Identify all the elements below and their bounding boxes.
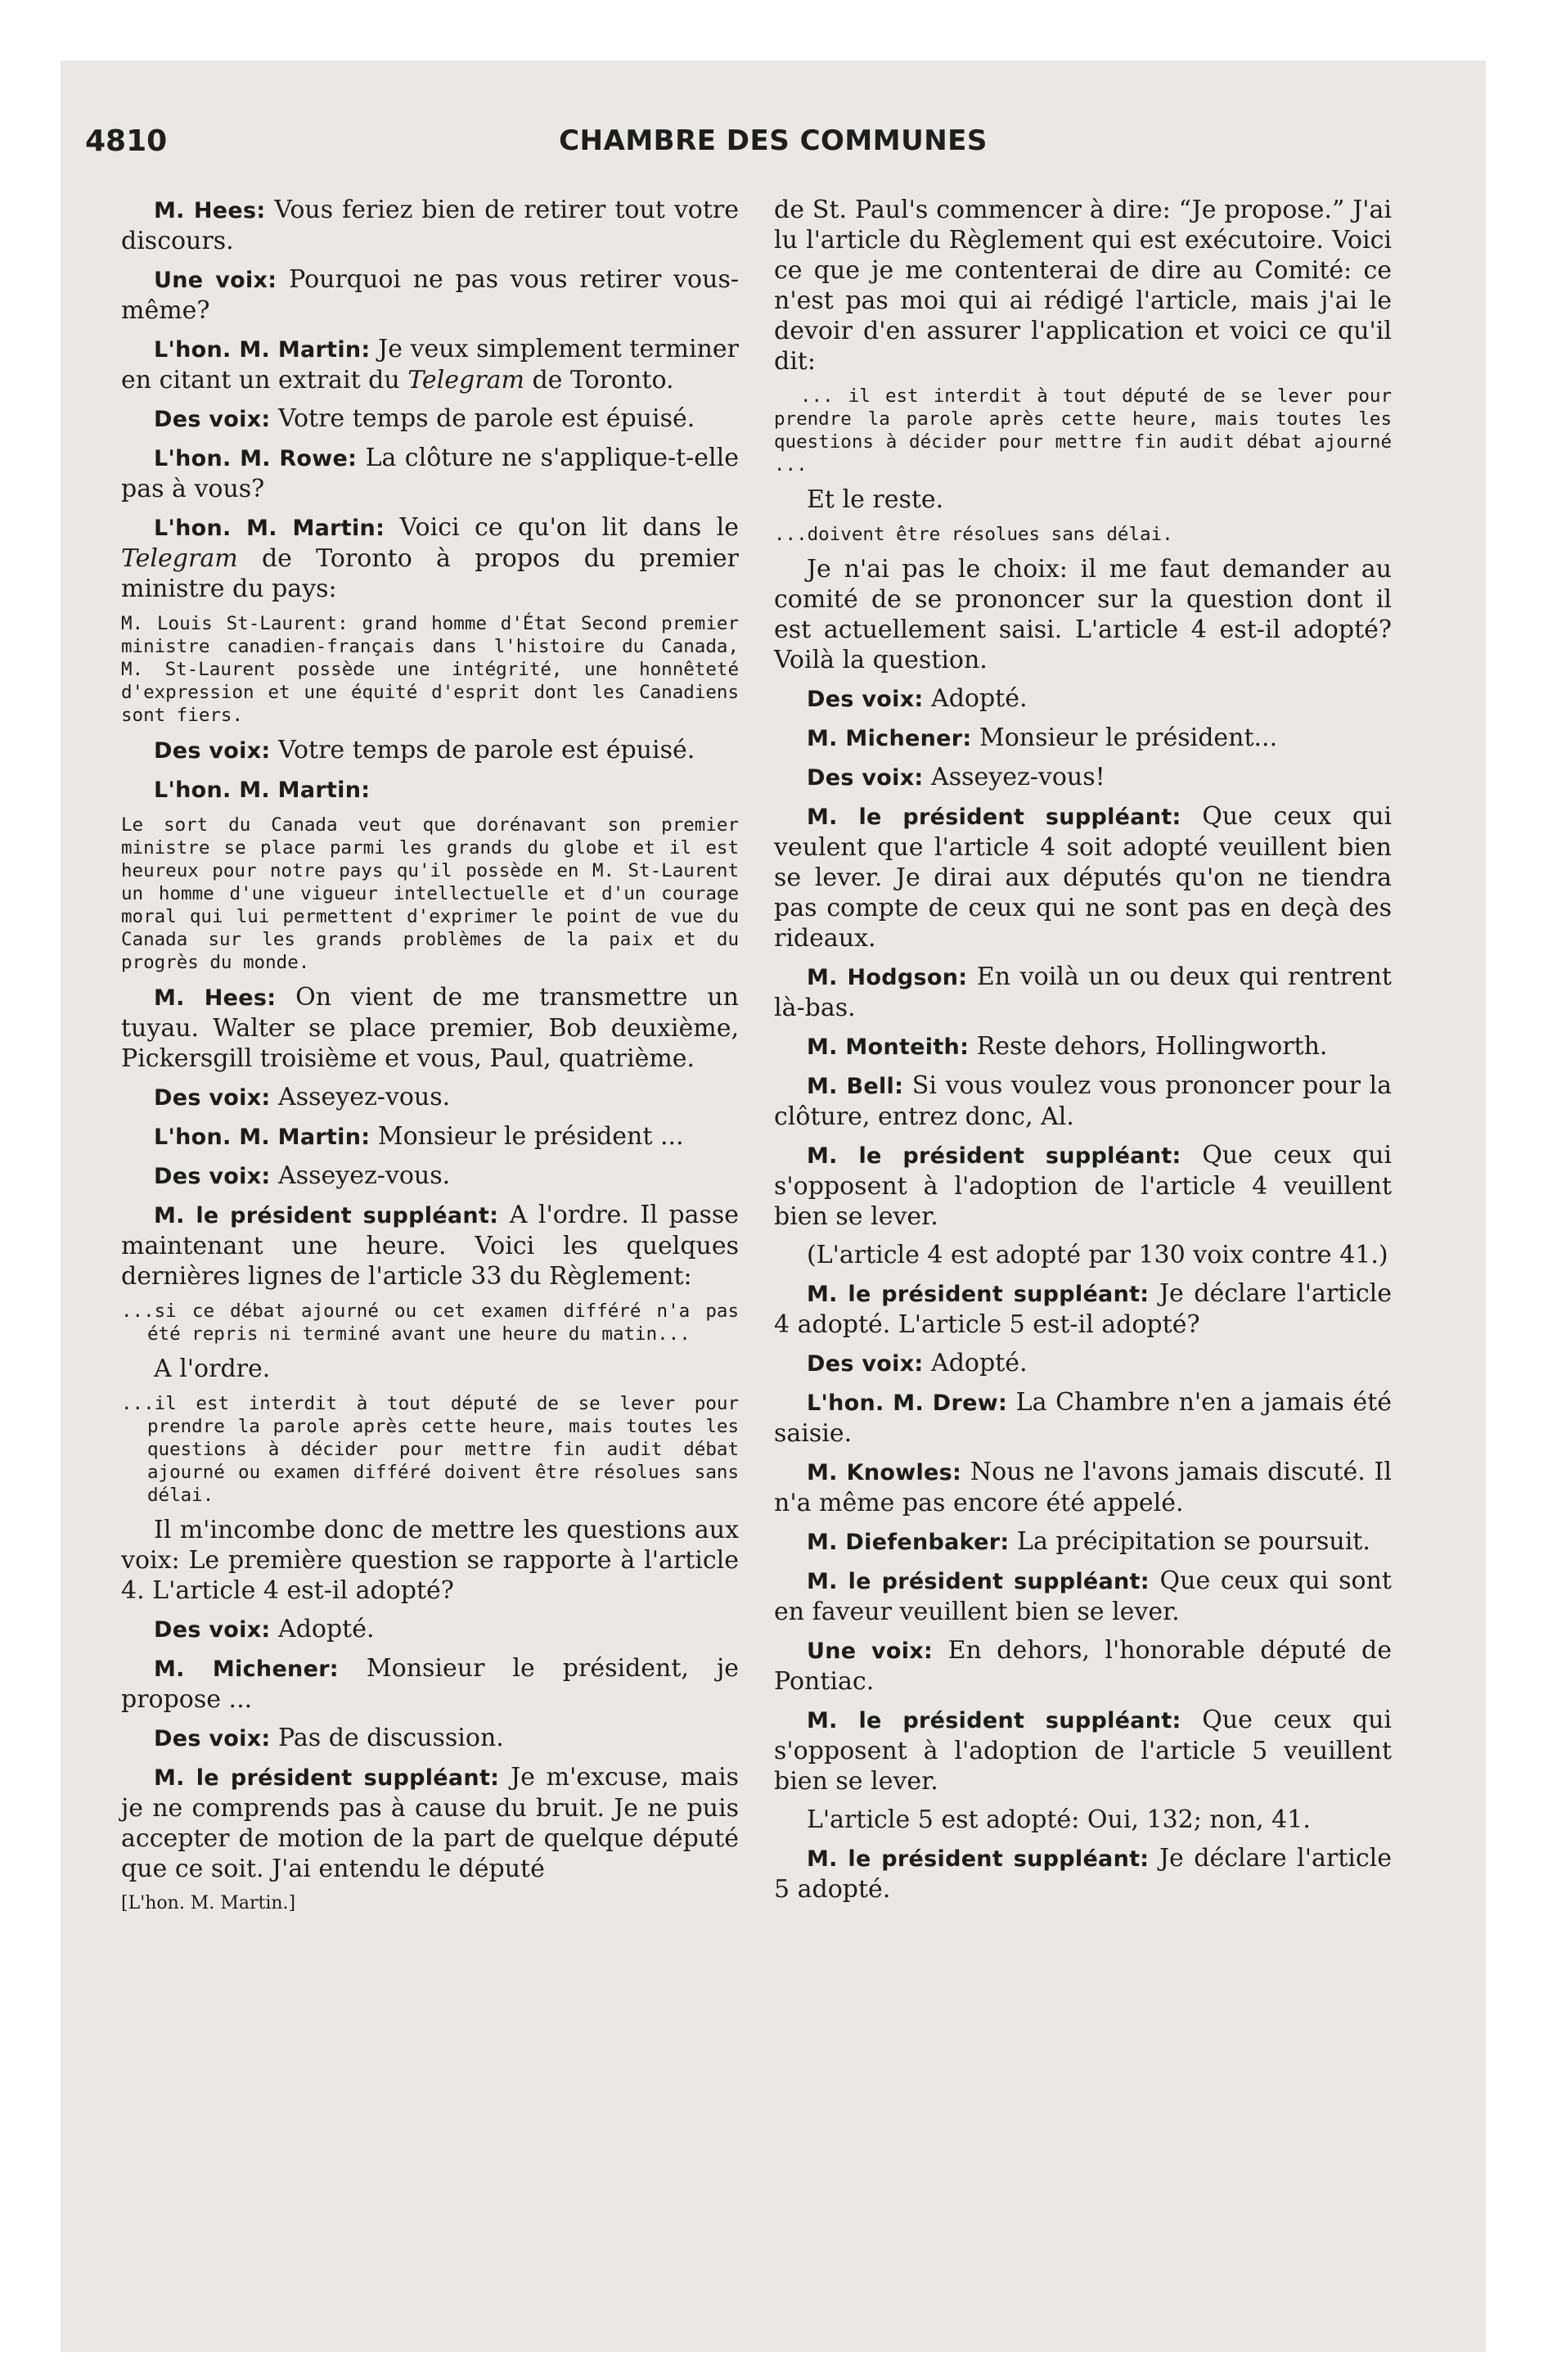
speech-text: Pourquoi ne pas vous retirer vous-même? xyxy=(121,265,739,325)
speaker-name: M. Michener: xyxy=(154,1657,339,1682)
speech-text: Je déclare l'article 5 adopté. xyxy=(774,1844,1392,1904)
quoted-extract: ...il est interdit à tout député de se lever pour prendre la parole après cette heure, mais toutes les questions à décider pour mettre fin audit débat ajourné ou examen différé doivent être résolues sans délai. xyxy=(121,1393,739,1506)
speech-text: Adopté. xyxy=(923,1349,1028,1377)
speaker-name: Des voix: xyxy=(807,1351,924,1377)
running-title: CHAMBRE DES COMMUNES xyxy=(559,124,988,157)
speaker-name: L'hon. M. Drew: xyxy=(807,1391,1008,1416)
quoted-extract: ...si ce débat ajourné ou cet examen différé n'a pas été repris ni terminé avant une heure du matin... xyxy=(121,1300,739,1345)
speaker-name: L'hon. M. Martin: xyxy=(154,1125,371,1150)
speech-paragraph xyxy=(121,1653,739,1715)
speech-paragraph xyxy=(774,683,1392,714)
speech-text: A l'ordre. Il passe maintenant une heure. Voici les quelques dernières lignes de l'article 33 du Règlement: xyxy=(121,1201,740,1291)
speech-paragraph xyxy=(774,1705,1392,1796)
speaker-name: Des voix: xyxy=(154,407,271,432)
speech-text: de Toronto à propos du premier ministre du pays: xyxy=(121,544,739,603)
speaker-name: M. le président suppléant: xyxy=(807,805,1181,830)
speech-text: Adopté. xyxy=(270,1615,375,1643)
speaker-name: M. le président suppléant: xyxy=(807,1846,1150,1872)
speech-paragraph xyxy=(774,801,1392,953)
speech-text: Je déclare l'article 4 adopté. L'article 5 est-il adopté? xyxy=(774,1279,1392,1339)
speech-paragraph xyxy=(121,774,739,805)
speech-paragraph xyxy=(774,762,1392,793)
speech-paragraph xyxy=(121,334,739,395)
speech-text: Monsieur le président, je propose ... xyxy=(121,1654,739,1714)
speech-paragraph xyxy=(774,1635,1392,1697)
plain-paragraph: A l'ordre. xyxy=(154,1355,271,1383)
speech-paragraph xyxy=(121,1121,739,1152)
speaker-name: M. Michener: xyxy=(807,726,972,751)
speaker-name: M. Knowles: xyxy=(807,1460,962,1485)
speech-text: Voici ce qu'on lit dans le xyxy=(385,513,739,542)
speech-text: Adopté. xyxy=(923,684,1028,713)
newspaper-title: Telegram xyxy=(121,544,238,573)
speech-text: Asseyez-vous. xyxy=(270,1161,451,1190)
speech-paragraph xyxy=(774,1457,1392,1518)
speech-paragraph xyxy=(121,1200,739,1291)
speaker-name: L'hon. M. Rowe: xyxy=(154,446,358,471)
speaker-name: M. le président suppléant: xyxy=(807,1569,1150,1594)
speaker-name: M. le président suppléant: xyxy=(154,1203,499,1228)
speech-paragraph xyxy=(774,1843,1392,1904)
scanned-page xyxy=(61,61,1486,2352)
speech-text: Je veux simplement terminer en citant un extrait du xyxy=(121,335,739,394)
plain-paragraph: Il m'incombe donc de mettre les questions aux voix: Le première question se rapporte à l'article 4. L'article 4 est-il adopté? xyxy=(121,1516,739,1605)
speaker-name: Des voix: xyxy=(154,1726,271,1751)
speaker-name: Des voix: xyxy=(154,1085,271,1111)
speech-paragraph xyxy=(774,1348,1392,1379)
speech-text: Que ceux qui veulent que l'article 4 soit adopté veuillent bien se lever. Je dirai aux députés qu'on ne tiendra pas compte de ceux qui ne sont pas en deçà des rideaux. xyxy=(774,802,1392,953)
vote-result: (L'article 4 est adopté par 130 voix contre 41.) xyxy=(807,1241,1388,1269)
speech-text: Pas de discussion. xyxy=(270,1724,504,1752)
speech-paragraph xyxy=(774,1071,1392,1132)
speech-paragraph xyxy=(774,1140,1392,1232)
speech-paragraph xyxy=(121,735,739,766)
speech-text: Que ceux qui sont en faveur veuillent bien se lever. xyxy=(774,1566,1392,1626)
speech-text: La clôture ne s'applique-t-elle pas à vous? xyxy=(121,444,739,503)
speech-text: En voilà un ou deux qui rentrent là-bas. xyxy=(774,962,1392,1022)
speech-paragraph xyxy=(121,1614,739,1645)
speaker-name: M. Diefenbaker: xyxy=(807,1530,1010,1555)
speech-text: Monsieur le président ... xyxy=(370,1122,684,1151)
speaker-name: M. le président suppléant: xyxy=(807,1282,1150,1307)
speech-text: En dehors, l'honorable député de Pontiac. xyxy=(774,1636,1392,1696)
speech-text: Monsieur le président... xyxy=(971,723,1278,752)
vote-result: L'article 5 est adopté: Oui, 132; non, 41. xyxy=(807,1805,1311,1834)
newspaper-title: Telegram xyxy=(407,366,524,394)
speaker-name: Une voix: xyxy=(807,1639,934,1664)
speech-text: Je m'excuse, mais je ne comprends pas à cause du bruit. Je ne puis accepter de motion de la part de quelque député que ce soit. J'ai entendu le député xyxy=(121,1763,739,1883)
right-column xyxy=(774,195,1392,1913)
speech-paragraph xyxy=(121,443,739,504)
speech-paragraph xyxy=(121,1161,739,1192)
speech-paragraph xyxy=(121,195,739,256)
speech-text: Si vous voulez vous prononcer pour la clôture, entrez donc, Al. xyxy=(774,1071,1393,1131)
speaker-name: M. Hees: xyxy=(154,985,277,1011)
speaker-name: L'hon. M. Martin: xyxy=(154,516,385,541)
speech-text: Nous ne l'avons jamais discuté. Il n'a même pas encore été appelé. xyxy=(774,1458,1392,1517)
speaker-name: M. le président suppléant: xyxy=(807,1708,1181,1733)
plain-paragraph: Et le reste. xyxy=(807,485,944,514)
speaker-name: M. Monteith: xyxy=(807,1034,970,1060)
speaker-name: M. Bell: xyxy=(807,1074,904,1099)
speech-text: Que ceux qui s'opposent à l'adoption de l'article 5 veuillent bien se lever. xyxy=(774,1706,1392,1796)
speech-paragraph xyxy=(774,962,1392,1023)
speaker-name: M. le président suppléant: xyxy=(154,1765,500,1791)
speech-text: Asseyez-vous. xyxy=(270,1083,451,1111)
left-column xyxy=(121,195,739,1923)
speech-paragraph xyxy=(121,403,739,435)
speech-text: Vous feriez bien de retirer tout votre discours. xyxy=(121,196,739,255)
speech-text: On vient de me transmettre un tuyau. Walter se place premier, Bob deuxième, Pickersgill troisième et vous, Paul, quatrième. xyxy=(121,983,739,1073)
speaker-name: Des voix: xyxy=(807,687,924,712)
speaker-continuation-tag: [L'hon. M. Martin.] xyxy=(121,1893,296,1913)
plain-paragraph: Je n'ai pas le choix: il me faut demander au comité de se prononcer sur la question dont il est actuellement saisi. L'article 4 est-il adopté? Voilà la question. xyxy=(774,555,1392,674)
speaker-name: L'hon. M. Martin: xyxy=(154,778,371,803)
speech-text: Que ceux qui s'opposent à l'adoption de l'article 4 veuillent bien se lever. xyxy=(774,1141,1392,1231)
speech-paragraph xyxy=(121,1082,739,1113)
speech-paragraph xyxy=(774,723,1392,754)
speech-paragraph xyxy=(774,1031,1392,1062)
speaker-name: Des voix: xyxy=(807,765,924,791)
speaker-name: M. Hodgson: xyxy=(807,965,968,990)
speech-paragraph xyxy=(121,264,739,326)
speech-paragraph xyxy=(774,1387,1392,1449)
speech-text: La précipitation se poursuit. xyxy=(1009,1527,1370,1556)
speech-paragraph xyxy=(121,1762,739,1884)
speech-text: Reste dehors, Hollingworth. xyxy=(969,1032,1328,1061)
speech-paragraph xyxy=(121,982,739,1074)
speaker-name: Des voix: xyxy=(154,738,271,764)
speech-paragraph xyxy=(774,1278,1392,1340)
plain-paragraph: de St. Paul's commencer à dire: “Je propose.” J'ai lu l'article du Règlement qui est exécutoire. Voici ce que je me contenterai de dire au Comité: ce n'est pas moi qui ai rédigé l'article, mais j'ai le devoir d'en assurer l'application et voici ce qu'il dit: xyxy=(774,196,1392,376)
speaker-name: M. le président suppléant: xyxy=(807,1143,1181,1169)
speech-text: de Toronto. xyxy=(524,366,674,394)
quoted-extract: M. Louis St-Laurent: grand homme d'État Second premier ministre canadien-français dans l'histoire du Canada, M. St-Laurent possède une intégrité, une honnêteté d'expression et une équité d'esprit dont les Canadiens sont fiers. xyxy=(121,613,739,726)
quoted-extract: Le sort du Canada veut que dorénavant son premier ministre se place parmi les grands du globe et il est heureux pour notre pays qu'il possède en M. St-Laurent un homme d'une vigueur intellectuelle et d'un courage moral qui lui permettent d'exprimer le point de vue du Canada sur les grands problèmes de la paix et du progrès du monde. xyxy=(121,814,739,973)
speech-paragraph xyxy=(121,512,739,604)
speaker-name: Des voix: xyxy=(154,1164,271,1189)
speech-text: Votre temps de parole est épuisé. xyxy=(270,404,695,433)
speaker-name: Des voix: xyxy=(154,1617,271,1643)
page-header xyxy=(61,124,1486,170)
quoted-extract: ... il est interdit à tout député de se lever pour prendre la parole après cette heure, mais toutes les questions à décider pour mettre fin audit débat ajourné ... xyxy=(774,385,1392,476)
speech-paragraph xyxy=(774,1526,1392,1557)
speech-text: La Chambre n'en a jamais été saisie. xyxy=(774,1388,1392,1448)
speech-text: Asseyez-vous! xyxy=(923,763,1105,791)
page-number: 4810 xyxy=(85,124,168,158)
speaker-name: L'hon. M. Martin: xyxy=(154,337,371,363)
speech-paragraph xyxy=(774,1566,1392,1627)
speech-text: Votre temps de parole est épuisé. xyxy=(270,736,695,764)
speaker-name: Une voix: xyxy=(154,268,277,293)
quoted-extract: ...doivent être résolues sans délai. xyxy=(774,524,1173,545)
speaker-name: M. Hees: xyxy=(154,198,266,223)
speech-paragraph xyxy=(121,1723,739,1754)
